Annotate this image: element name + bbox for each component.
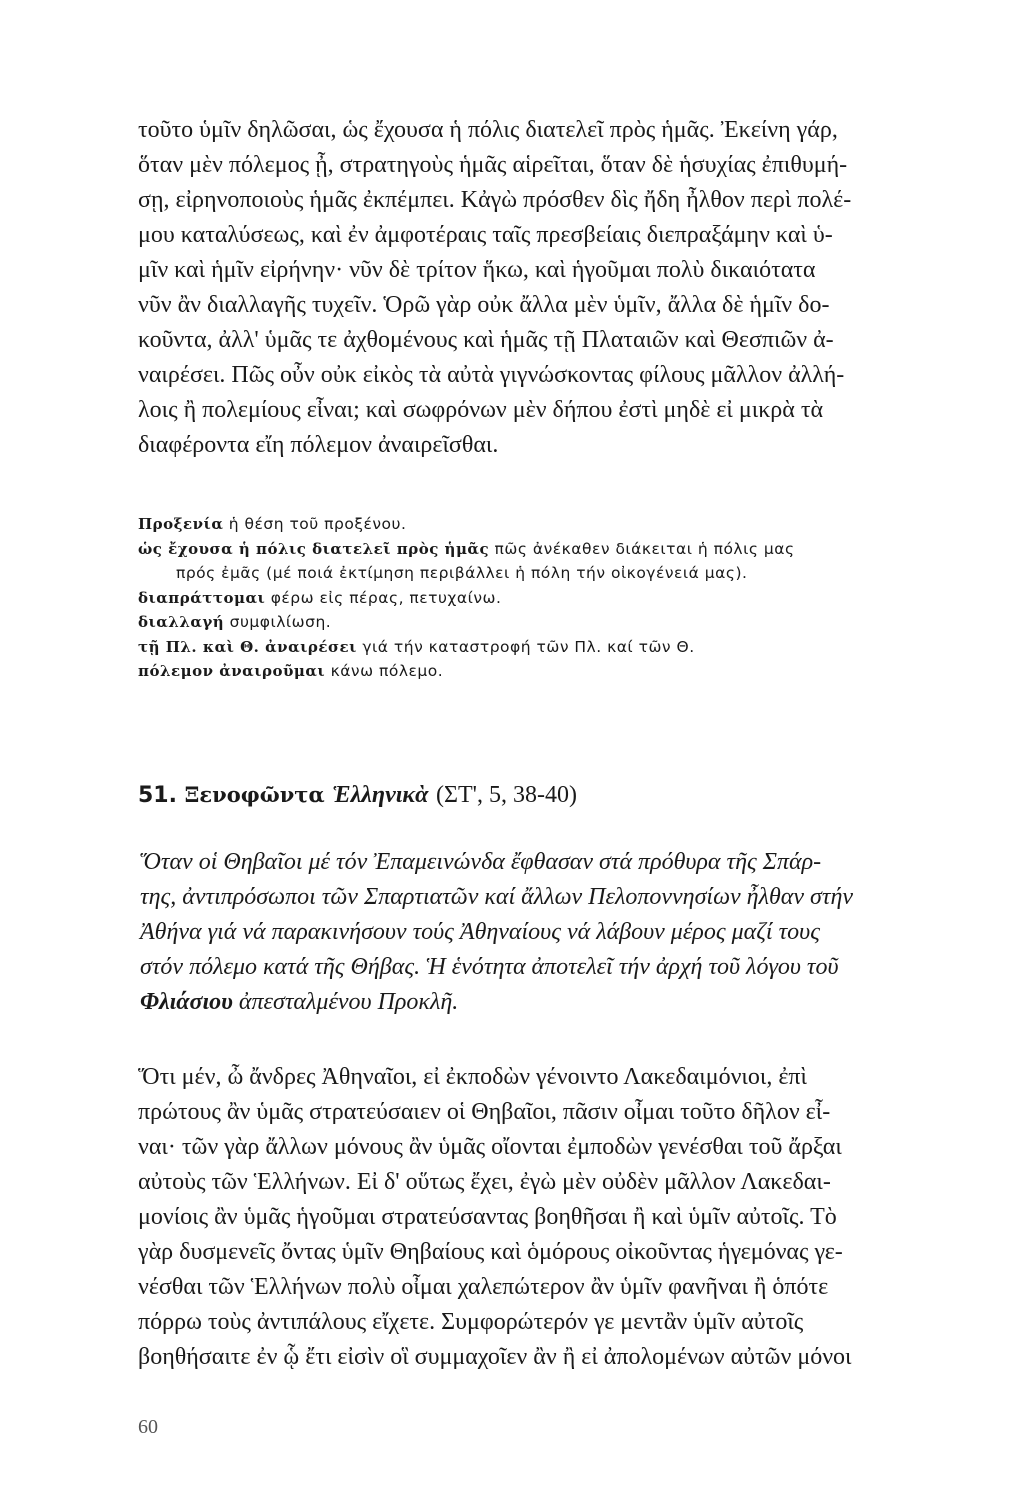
glossary-term: διαπράττομαι (138, 588, 266, 607)
passage-line: διαφέροντα εἴη πόλεμον ἀναιρεῖσθαι. (138, 432, 499, 458)
passage-51 (138, 1060, 978, 1375)
section-work-title: Ἑλληνικὰ (332, 782, 429, 808)
glossary-definition: κάνω πόλεμο. (325, 662, 444, 680)
passage-line: μου καταλύσεως, καὶ ἐν ἀμφοτέραις ταῖς πρεσβείαις διεπραξάμην καὶ ὑ- (138, 222, 833, 248)
glossary-entry (138, 586, 978, 611)
glossary-entry (138, 635, 978, 660)
glossary-term: Προξενία (138, 515, 224, 533)
glossary-term: πόλεμον ἀναιροῦμαι (138, 662, 326, 680)
passage-line: ναιρέσει. Πῶς οὖν οὐκ εἰκὸς τὰ αὐτὰ γιγνώσκοντας φίλους μᾶλλον ἀλλή- (138, 362, 845, 388)
passage-line: μονίοις ἂν ὑμᾶς ἡγοῦμαι στρατεύσαντας βοηθῆσαι ἢ καὶ ὑμῖν αὐτοῖς. Τὸ (138, 1204, 837, 1230)
passage-line: τοῦτο ὑμῖν δηλῶσαι, ὡς ἔχουσα ἡ πόλις διατελεῖ πρὸς ἡμᾶς. Ἐκείνη γάρ, (138, 117, 838, 143)
intro-text: ἀπεσταλμένου Προκλῆ. (232, 989, 459, 1015)
passage-line: βοηθήσαιτε ἐν ᾧ ἔτι εἰσὶν οἳ συμμαχοῖεν ἂν ἢ εἰ ἀπολομένων αὐτῶν μόνοι (138, 1344, 852, 1370)
intro-line (140, 950, 980, 985)
glossary-definition: πρός ἐμᾶς (μέ ποιά ἐκτίμηση περιβάλλει ἡ πόλη τήν οἰκογένειά μας). (176, 564, 748, 582)
passage-line: Ὅτι μέν, ὦ ἄνδρες Ἀθηναῖοι, εἰ ἐκποδὼν γένοιντο Λακεδαιμόνιοι, ἐπὶ (138, 1064, 807, 1090)
passage-line: γὰρ δυσμενεῖς ὄντας ὑμῖν Θηβαίους καὶ ὁμόρους οἰκοῦντας ἡγεμόνας γε- (138, 1239, 843, 1265)
passage-line: σῃ, εἰρηνοποιοὺς ἡμᾶς ἐκπέμπει. Κἀγὼ πρόσθεν δὶς ἤδη ἦλθον περὶ πολέ- (138, 187, 852, 213)
section-heading (138, 780, 978, 809)
intro-text: Ὅταν οἱ Θηβαῖοι μέ τόν Ἐπαμεινώνδα ἔφθασαν στά πρόθυρα τῆς Σπάρ- (140, 849, 822, 875)
glossary-entry (138, 537, 978, 562)
intro-line (140, 880, 980, 915)
intro-line (140, 845, 980, 880)
intro-text: Ἀθήνα γιά νά παρακινήσουν τούς Ἀθηναίους νά λάβουν μέρος μαζί τους (140, 919, 820, 945)
passage-line: ναι· τῶν γὰρ ἄλλων μόνους ἂν ὑμᾶς οἴονται ἐμποδὼν γενέσθαι τοῦ ἄρξαι (138, 1134, 842, 1160)
passage-line: πρώτους ἂν ὑμᾶς στρατεύσαιεν οἱ Θηβαῖοι, πᾶσιν οἶμαι τοῦτο δῆλον εἶ- (138, 1099, 831, 1125)
glossary-entry (138, 512, 978, 537)
passage-line: πόρρω τοὺς ἀντιπάλους εἴχετε. Συμφορώτερόν γε μεντἂν ὑμῖν αὐτοῖς (138, 1309, 804, 1335)
glossary-definition: φέρω εἰς πέρας, πετυχαίνω. (265, 588, 502, 607)
page-number: 60 (138, 1416, 158, 1438)
section-author: Ξενοφῶντα (184, 782, 325, 807)
glossary-definition: ἡ θέση τοῦ προξένου. (223, 515, 407, 533)
section-reference: (ΣΤ', 5, 38-40) (436, 782, 577, 808)
intro-bold: Φλιάσιου (140, 989, 233, 1015)
section-number: 51. (138, 783, 177, 808)
passage-line: νέσθαι τῶν Ἑλλήνων πολὺ οἶμαι χαλεπώτερον ἂν ὑμῖν φανῆναι ἢ ὁπότε (138, 1274, 829, 1300)
intro-line (140, 985, 980, 1020)
passage-line: νῦν ἂν διαλλαγῆς τυχεῖν. Ὁρῶ γὰρ οὐκ ἄλλα μὲν ὑμῖν, ἄλλα δὲ ἡμῖν δο- (138, 292, 830, 318)
glossary-definition: γιά τήν καταστροφή τῶν Πλ. καί τῶν Θ. (356, 637, 695, 656)
section-intro (140, 845, 980, 1020)
glossary-term: ὡς ἔχουσα ἡ πόλις διατελεῖ πρὸς ἡμᾶς (138, 539, 490, 558)
glossary-definition: συμφιλίωση. (224, 613, 332, 631)
glossary-term: τῇ Πλ. καὶ Θ. ἀναιρέσει (138, 637, 357, 656)
passage-line: ὅταν μὲν πόλεμος ᾖ, στρατηγοὺς ἡμᾶς αἱρεῖται, ὅταν δὲ ἡσυχίας ἐπιθυμή- (138, 152, 848, 178)
passage-line: κοῦντα, ἀλλ' ὑμᾶς τε ἀχθομένους καὶ ἡμᾶς τῇ Πλαταιῶν καὶ Θεσπιῶν ἀ- (138, 327, 834, 353)
intro-line (140, 915, 980, 950)
intro-text: στόν πόλεμο κατά τῆς Θήβας. Ἡ ἑνότητα ἀποτελεῖ τήν ἀρχή τοῦ λόγου τοῦ (140, 954, 839, 980)
intro-text: της, ἀντιπρόσωποι τῶν Σπαρτιατῶν καί ἄλλων Πελοποννησίων ἦλθαν στήν (140, 884, 854, 910)
passage-line: λοις ἢ πολεμίους εἶναι; καὶ σωφρόνων μὲν δήπου ἐστὶ μηδὲ εἰ μικρὰ τὰ (138, 397, 824, 423)
glossary-entry (138, 610, 978, 635)
glossary-entry (138, 659, 978, 684)
passage-line: αὐτοὺς τῶν Ἑλλήνων. Εἰ δ' οὕτως ἔχει, ἐγὼ μὲν οὐδὲν μᾶλλον Λακεδαι- (138, 1169, 831, 1195)
glossary-definition: πῶς ἀνέκαθεν διάκειται ἡ πόλις μας (489, 539, 795, 558)
passage-line: μῖν καὶ ἡμῖν εἰρήνην· νῦν δὲ τρίτον ἥκω, καὶ ἡγοῦμαι πολὺ δικαιότατα (138, 257, 816, 283)
glossary-entry-continuation (138, 561, 978, 586)
glossary-term: διαλλαγή (138, 613, 225, 631)
glossary (138, 512, 978, 684)
passage-top (138, 113, 978, 463)
